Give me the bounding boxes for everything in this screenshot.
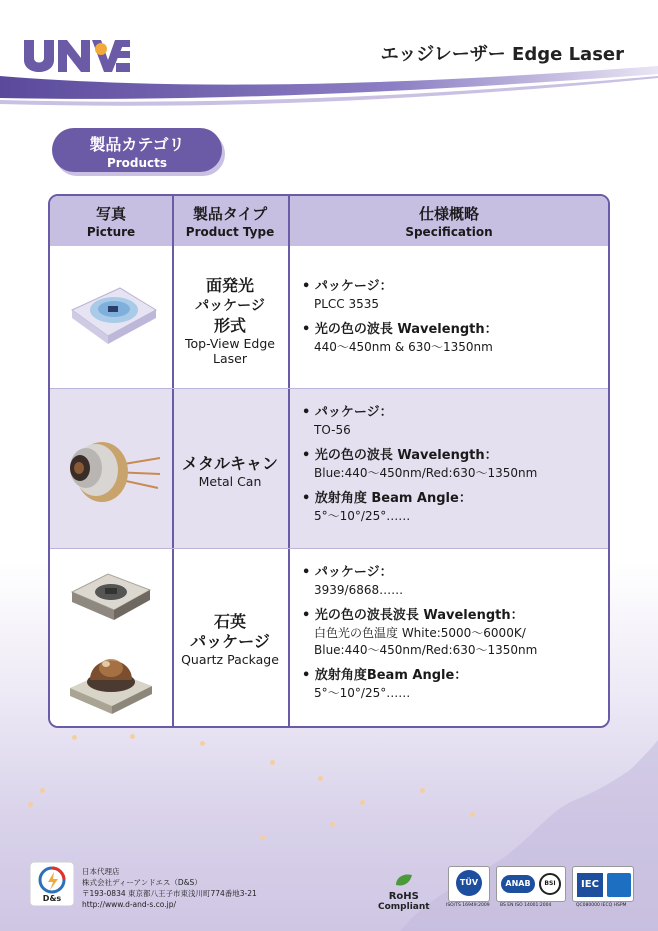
distributor-url[interactable]: http://www.d-and-s.co.jp/ [82,900,176,909]
iec-badge-text: IEC [577,873,603,897]
rohs-badge [378,872,430,912]
header-picture [50,196,172,246]
table-row-top-view [50,246,608,388]
product-type-metal-can [172,454,288,489]
tuv-caption: ISO/TS 16949:2009 [446,903,490,908]
rohs-text: RoHS [388,891,419,902]
iecq-icon [607,873,631,897]
plcc-laser-photo [64,280,160,350]
distributor-line: 日本代理店 [82,867,120,876]
spec-value: PLCC 3535 [314,297,380,311]
tuv-cert-badge [448,866,490,902]
section-title-jp: 製品カテゴリ [89,135,185,154]
type-en-line1: Top-View Edge [185,336,275,351]
type-jp-line1: 面発光 [205,276,254,295]
distributor-info [82,866,257,910]
product-type-quartz [172,612,288,667]
header-spec-jp: 仕様概略 [418,205,479,223]
tuv-badge-text: TÜV [456,870,482,896]
type-jp-line2: パッケージ [195,298,265,314]
spec-value: Blue:440～450nm/Red:630～1350nm [314,643,538,657]
column-divider [288,196,290,726]
spec-quartz [302,564,607,710]
spec-label: • 光の色の波長 Wavelength： [302,448,498,463]
type-en-line2: Laser [213,351,247,366]
spec-item [302,667,607,702]
spec-metal-can [302,404,607,533]
header-type-jp: 製品タイプ [192,205,268,223]
iec-caption: QC080000 IECQ HSPM [576,903,627,908]
header-specification [288,196,610,246]
spec-item [302,564,607,599]
header-product-type [172,196,288,246]
column-divider [172,196,174,726]
table-header [50,196,608,246]
product-type-top-view [172,276,288,366]
type-jp-line2: パッケージ [190,632,270,651]
rohs-subtext: Compliant [378,902,430,912]
spec-value: 440～450nm & 630～1350nm [314,340,493,354]
header-spec-en: Specification [405,225,493,239]
header-picture-en: Picture [86,225,136,239]
quartz-package-photo [68,570,154,720]
spec-top-view [302,278,607,364]
distributor-logo [30,862,74,910]
spec-label: • パッケージ： [302,405,393,420]
product-table [48,194,610,728]
spec-label: • 放射角度Beam Angle： [302,668,468,683]
iec-cert-badge [572,866,634,902]
spec-item [302,321,607,356]
spec-item [302,490,607,525]
spec-label: • パッケージ： [302,565,393,580]
distributor-line: 〒193-0834 東京都八王子市東浅川町774番地3-21 [82,889,257,898]
anab-bsi-cert-badge [496,866,566,902]
spec-value: TO-56 [314,423,351,437]
spec-value: 5°～10°/25°…… [314,686,411,700]
section-heading-pill [52,128,222,172]
spec-value: 白色光の色温度 White:5000～6000K/ [314,626,526,640]
header-type-en: Product Type [185,225,275,239]
spec-item [302,607,607,659]
spec-label: • 光の色の波長波長 Wavelength： [302,608,524,623]
spec-value: Blue:440～450nm/Red:630～1350nm [314,466,538,480]
header-swoosh [0,62,658,110]
rohs-leaf-icon [394,873,414,887]
spec-label: • パッケージ： [302,279,393,294]
section-title-en: Products [106,156,168,170]
type-jp-line1: 石英 [213,612,246,631]
spec-value: 3939/6868…… [314,583,404,597]
anab-badge-text: ANAB [501,875,535,893]
bsi-badge-text: BSI [539,873,561,895]
spec-item [302,404,607,439]
spec-label: • 光の色の波長 Wavelength： [302,322,498,337]
spec-item [302,278,607,313]
spec-value: 5°～10°/25°…… [314,509,411,523]
anab-caption: BS EN ISO 14001:2004 [500,903,552,908]
type-jp-line1: メタルキャン [181,454,278,473]
header-picture-jp: 写真 [95,205,126,223]
document-title: エッジレーザー Edge Laser [380,44,624,65]
spec-label: • 放射角度 Beam Angle： [302,491,472,506]
type-en-line1: Metal Can [198,474,262,489]
metal-can-laser-photo [62,428,162,508]
table-row-quartz [50,548,608,728]
distributor-line: 株式会社ディーアンドエス（D&S） [82,878,202,887]
row-divider [50,388,608,389]
distributor-logo-label: D&s [42,894,62,903]
table-row-metal-can [50,388,608,548]
row-divider [50,548,608,549]
type-en-line1: Quartz Package [181,652,279,667]
type-jp-line3: 形式 [213,316,246,335]
spec-item [302,447,607,482]
